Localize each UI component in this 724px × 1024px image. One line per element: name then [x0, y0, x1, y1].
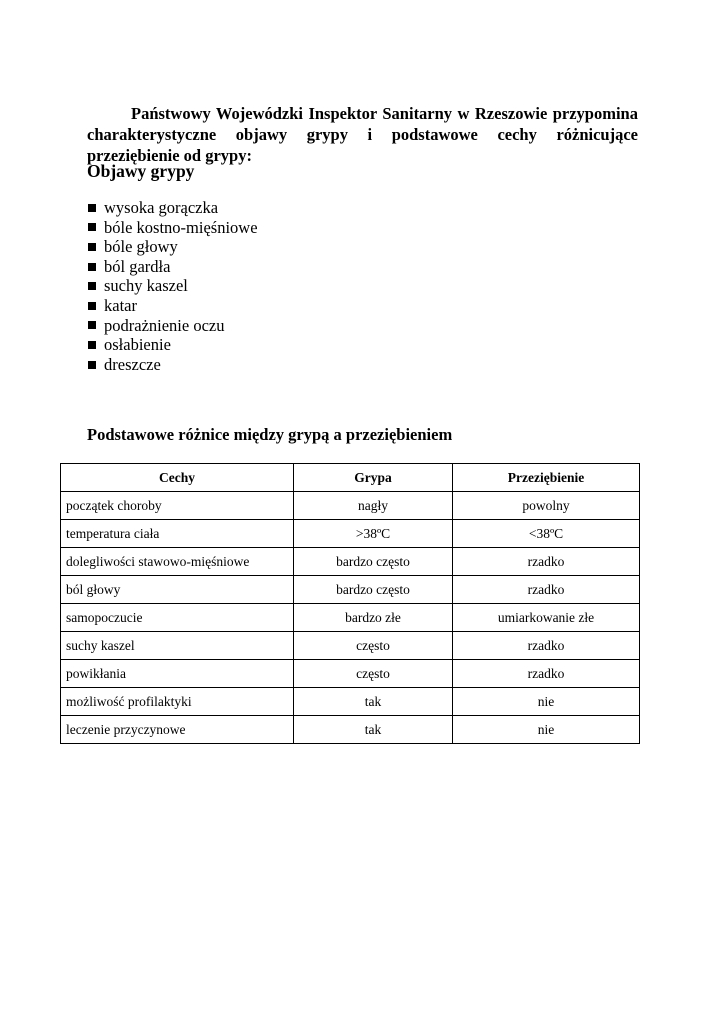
- cold-cell: rzadko: [453, 576, 640, 604]
- square-bullet-icon: [88, 223, 96, 231]
- list-item: [87, 355, 258, 375]
- column-header-cechy: Cechy: [61, 464, 294, 492]
- list-item: [87, 296, 258, 316]
- flu-cell: tak: [294, 688, 453, 716]
- feature-cell: ból głowy: [61, 576, 294, 604]
- intro-text: Państwowy Wojewódzki Inspektor Sanitarny w Rzeszowie przypomina charakterystyczne objawy grypy i podstawowe cechy różnicujące przeziębienie od grypy:: [87, 103, 638, 165]
- square-bullet-icon: [88, 321, 96, 329]
- square-bullet-icon: [88, 361, 96, 369]
- feature-cell: temperatura ciała: [61, 520, 294, 548]
- list-item: [87, 237, 258, 257]
- flu-cell: często: [294, 632, 453, 660]
- column-header-grypa: Grypa: [294, 464, 453, 492]
- square-bullet-icon: [88, 302, 96, 310]
- feature-cell: leczenie przyczynowe: [61, 716, 294, 744]
- symptom-text: bóle głowy: [104, 237, 178, 257]
- feature-cell: dolegliwości stawowo-mięśniowe: [61, 548, 294, 576]
- symptom-text: ból gardła: [104, 256, 171, 276]
- flu-cell: bardzo często: [294, 548, 453, 576]
- feature-cell: możliwość profilaktyki: [61, 688, 294, 716]
- table-row: [61, 604, 640, 632]
- feature-cell: samopoczucie: [61, 604, 294, 632]
- list-item: [87, 316, 258, 336]
- symptom-text: wysoka gorączka: [104, 198, 219, 217]
- symptom-text: suchy kaszel: [104, 276, 188, 296]
- cold-cell: <38ºC: [453, 520, 640, 548]
- table-row: [61, 688, 640, 716]
- table-row: [61, 520, 640, 548]
- flu-cell: bardzo często: [294, 576, 453, 604]
- symptom-text: podrażnienie oczu: [104, 315, 225, 335]
- cold-cell: powolny: [453, 492, 640, 520]
- symptom-text: bóle kostno-mięśniowe: [104, 217, 258, 237]
- list-item: [87, 276, 258, 296]
- square-bullet-icon: [88, 263, 96, 271]
- table-header-row: [61, 464, 640, 492]
- square-bullet-icon: [88, 282, 96, 290]
- symptom-text: osłabienie: [104, 335, 171, 355]
- list-item: [87, 335, 258, 355]
- list-item: [87, 218, 258, 238]
- square-bullet-icon: [88, 243, 96, 251]
- feature-cell: suchy kaszel: [61, 632, 294, 660]
- comparison-heading: Podstawowe różnice między grypą a przeziębieniem: [87, 425, 453, 444]
- table-row: [61, 576, 640, 604]
- symptoms-heading: Objawy grypy: [87, 161, 195, 181]
- symptom-text: katar: [104, 295, 137, 315]
- table-row: [61, 716, 640, 744]
- square-bullet-icon: [88, 341, 96, 349]
- cold-cell: rzadko: [453, 548, 640, 576]
- symptoms-list: [87, 198, 258, 374]
- feature-cell: początek choroby: [61, 492, 294, 520]
- cold-cell: nie: [453, 716, 640, 744]
- flu-cell: >38ºC: [294, 520, 453, 548]
- cold-cell: umiarkowanie złe: [453, 604, 640, 632]
- symptom-text: dreszcze: [104, 354, 161, 374]
- cold-cell: rzadko: [453, 660, 640, 688]
- cold-cell: rzadko: [453, 632, 640, 660]
- cold-cell: nie: [453, 688, 640, 716]
- feature-cell: powikłania: [61, 660, 294, 688]
- column-header-przeziebienie: Przeziębienie: [453, 464, 640, 492]
- table-row: [61, 632, 640, 660]
- square-bullet-icon: [88, 204, 96, 212]
- flu-cell: często: [294, 660, 453, 688]
- table-row: [61, 660, 640, 688]
- flu-cell: bardzo złe: [294, 604, 453, 632]
- list-item: [87, 198, 258, 218]
- list-item: [87, 257, 258, 277]
- comparison-table: [60, 463, 640, 744]
- intro-paragraph: [87, 103, 638, 166]
- flu-cell: nagły: [294, 492, 453, 520]
- table-row: [61, 492, 640, 520]
- flu-cell: tak: [294, 716, 453, 744]
- table-row: [61, 548, 640, 576]
